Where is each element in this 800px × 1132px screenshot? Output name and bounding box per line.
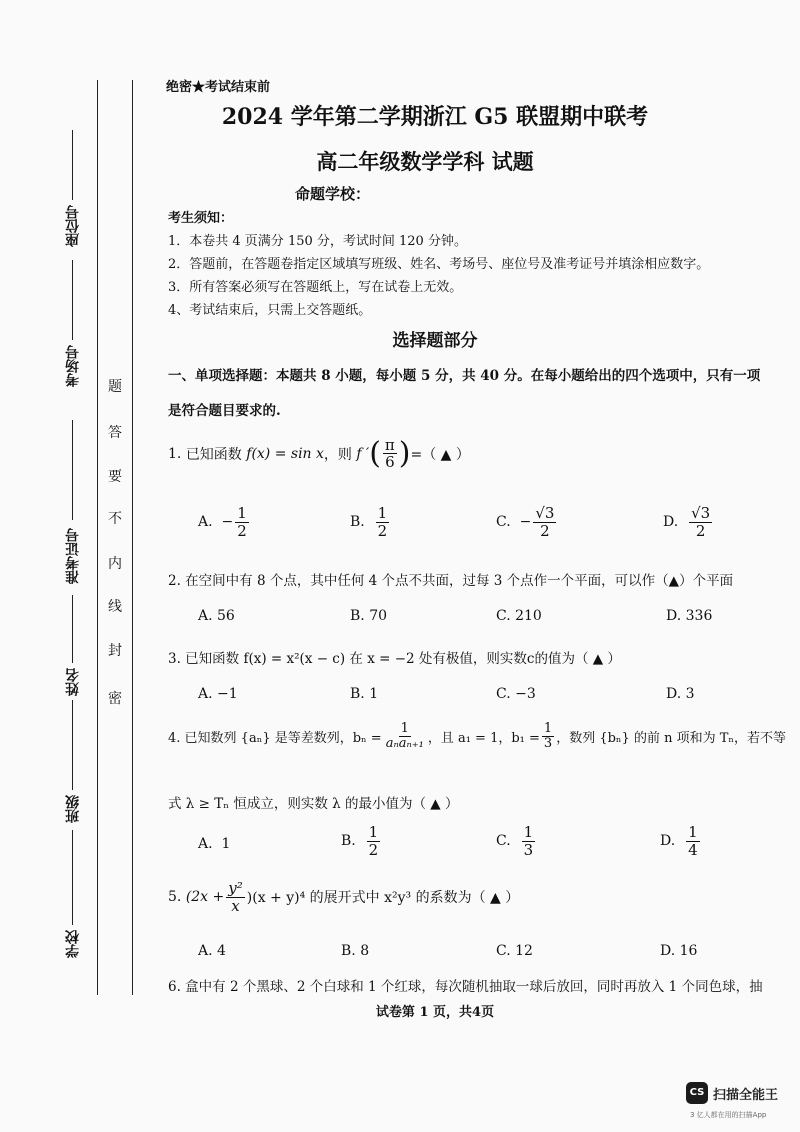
q4-option-d[interactable]: D. $\frac{1}{4}$ xyxy=(660,823,698,859)
section-intro: 一、单项选择题：本题共 8 小题，每小题 5 分，共 40 分。在每小题给出的四个选项中，只有一项 xyxy=(168,368,761,384)
exam-subtitle: 高二年级数学学科 试题 xyxy=(316,149,534,174)
scanner-watermark xyxy=(686,1082,778,1104)
label-school: 学校 xyxy=(65,930,81,958)
q3-option-b[interactable]: B. 1 xyxy=(350,686,379,702)
label-name: 姓名 xyxy=(65,668,81,696)
q4-option-c[interactable]: C. $\frac{1}{3}$ xyxy=(496,823,534,859)
label-exam-room: 考场号 xyxy=(65,345,81,387)
label-admission-number: 准考证号 xyxy=(65,528,81,584)
q2-option-a[interactable]: A. 56 xyxy=(198,608,235,624)
notice-item: 1．本卷共 4 页满分 150 分，考试时间 120 分钟。 xyxy=(168,234,467,249)
q4-frac-num: 1 xyxy=(400,721,409,736)
seal-char: 要 xyxy=(108,469,122,485)
q3-option-d[interactable]: D. 3 xyxy=(666,686,695,702)
scanner-logo-icon: CS xyxy=(686,1082,708,1104)
blank-admission-number xyxy=(72,420,73,520)
question-3: 3. 已知函数 f(x) = x²(x − c) 在 x = −2 处有极值，则实数c的值为（ ▲ ） xyxy=(168,651,621,667)
q2-option-d[interactable]: D. 336 xyxy=(666,608,713,624)
seal-char: 不 xyxy=(108,511,122,527)
binding-line-outer xyxy=(97,80,98,995)
notice-item: 3．所有答案必须写在答题纸上，写在试卷上无效。 xyxy=(168,280,463,295)
q4-b-den: 3 xyxy=(543,736,553,752)
proposing-school: 命题学校： xyxy=(295,185,371,203)
q1-frac-den: 6 xyxy=(385,453,395,471)
q3-option-c[interactable]: C. −3 xyxy=(496,686,536,702)
label-class: 班级 xyxy=(65,795,81,823)
q4-mid: ，且 a₁ = 1，b₁ = xyxy=(427,731,540,747)
q5-option-b[interactable]: B. 8 xyxy=(341,943,370,959)
binding-line-inner xyxy=(132,80,133,995)
q4-option-b[interactable]: B. $\frac{1}{2}$ xyxy=(341,823,379,859)
question-4 xyxy=(168,722,786,752)
question-2: 2. 在空间中有 8 个点，其中任何 4 个点不共面，过每 3 个点作一个平面，可以作（▲）个平面 xyxy=(168,573,734,589)
q2-option-b[interactable]: B. 70 xyxy=(350,608,388,624)
q5-option-d[interactable]: D. 16 xyxy=(660,943,698,959)
label-seat-number: 座位号 xyxy=(65,205,81,247)
question-4-line2: 式 λ ≥ Tₙ 恒成立，则实数 λ 的最小值为（ ▲ ） xyxy=(168,796,459,812)
q5-frac-den: x xyxy=(231,896,240,915)
q5-option-a[interactable]: A. 4 xyxy=(198,943,226,959)
q4-post: ，数列 {bₙ} 的前 n 项和为 Tₙ，若不等 xyxy=(556,731,787,747)
q5-frac-num: y² xyxy=(228,879,243,897)
q1-post: =（ ▲ ） xyxy=(410,446,470,463)
q1-pre: 已知函数 xyxy=(185,446,242,463)
seal-char: 线 xyxy=(108,599,122,615)
q2-option-c[interactable]: C. 210 xyxy=(496,608,542,624)
scanner-brand: 扫描全能王 xyxy=(713,1087,779,1103)
q1-deriv: f ′ xyxy=(356,445,370,462)
q1-option-b[interactable]: B. $\frac{1}{2}$ xyxy=(350,504,388,540)
notice-item: 4、考试结束后，只需上交答题纸。 xyxy=(168,303,372,318)
blank-class xyxy=(72,700,73,790)
q1-func: f(x) = sin x xyxy=(246,445,324,462)
q5-number: 5. xyxy=(168,889,182,905)
seal-char: 密 xyxy=(108,691,122,707)
q4-b-num: 1 xyxy=(543,721,553,736)
seal-char: 内 xyxy=(108,556,122,572)
q4-pre: 4. 已知数列 {aₙ} 是等差数列，bₙ = xyxy=(168,731,382,747)
q4-frac-den: aₙaₙ₊₁ xyxy=(385,736,424,752)
q1-frac-num: π xyxy=(384,435,395,454)
q1-number: 1. xyxy=(168,445,182,462)
page-footer: 试卷第 1 页，共4页 xyxy=(375,1005,495,1020)
blank-name xyxy=(72,595,73,663)
q4-option-a[interactable]: A. 1 xyxy=(198,836,231,852)
q5-expr-a: (2x + xyxy=(185,889,225,905)
seal-char: 题 xyxy=(108,379,122,395)
notice-item: 2．答题前，在答题卷指定区域填写班级、姓名、考场号、座位号及准考证号并填涂相应数字。 xyxy=(168,257,710,272)
q1-option-a[interactable]: A. − $\frac{1}{2}$ xyxy=(198,504,247,540)
question-1: 1. 已知函数 f(x) = sin x ，则 f ′ ( $\frac{\pi}{6}$ ) =（ ▲ ） xyxy=(168,435,470,471)
q1-option-c[interactable]: C. − $\frac{√3}{2}$ xyxy=(496,504,555,540)
seal-char: 封 xyxy=(108,643,122,659)
question-6: 6. 盒中有 2 个黑球、2 个白球和 1 个红球，每次随机抽取一球后放回，同时再放入 1 个同色球，抽 xyxy=(168,979,763,995)
exam-title: 2024 学年第二学期浙江 G5 联盟期中联考 xyxy=(221,104,649,130)
q5-expr-b: )(x + y)⁴ 的展开式中 x²y³ 的系数为（ ▲ ） xyxy=(246,890,520,906)
blank-school xyxy=(72,830,73,925)
section-intro: 是符合题目要求的. xyxy=(168,403,281,419)
scanner-tagline: 3 亿人都在用的扫描App xyxy=(690,1111,767,1119)
notice-heading: 考生须知： xyxy=(168,211,234,226)
seal-char: 答 xyxy=(108,425,122,441)
question-5 xyxy=(168,880,519,914)
section-title: 选择题部分 xyxy=(392,331,478,351)
q3-option-a[interactable]: A. −1 xyxy=(198,686,238,702)
q1-option-d[interactable]: D. $\frac{√3}{2}$ xyxy=(663,504,711,540)
q5-option-c[interactable]: C. 12 xyxy=(496,943,533,959)
secret-notice: 绝密★考试结束前 xyxy=(166,80,271,95)
q1-mid: ，则 xyxy=(323,446,352,463)
